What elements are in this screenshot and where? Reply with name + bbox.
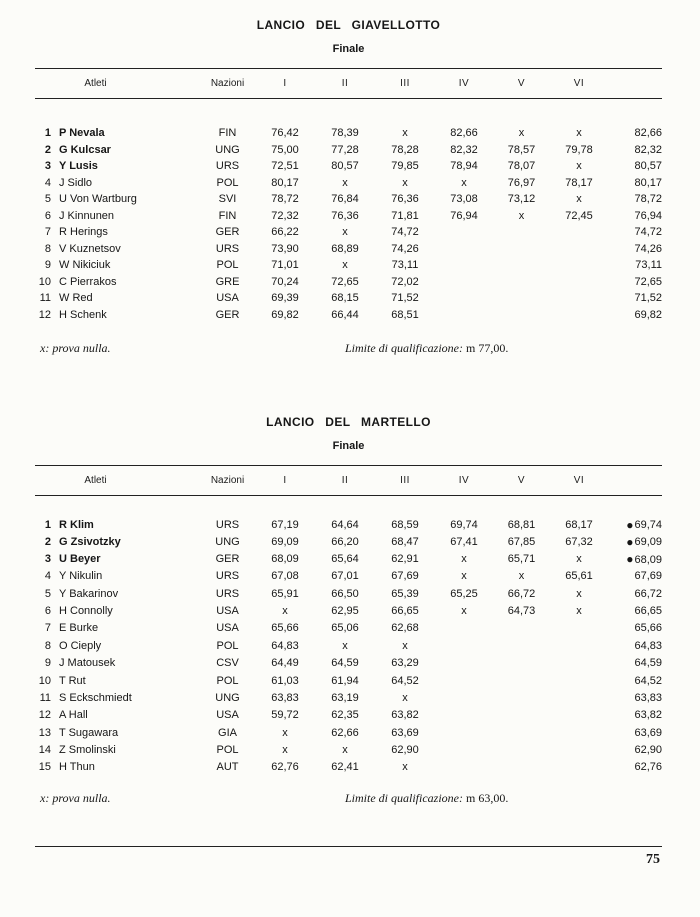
- attempt-6-cell: x: [576, 160, 582, 172]
- attempt-3-cell: 62,68: [391, 622, 419, 635]
- rank-cell: 3: [44, 160, 51, 172]
- best-result-cell: 63,82: [634, 709, 662, 722]
- qualification-value: m 63,00.: [466, 790, 509, 805]
- athlete-cell: T Rut: [59, 674, 86, 687]
- record-bullet-icon: ●: [626, 517, 634, 532]
- rank-cell: 3: [44, 553, 51, 566]
- athlete-cell: P Nevala: [59, 127, 105, 139]
- attempt-6-cell: 72,45: [565, 209, 593, 222]
- best-result-cell: 71,52: [634, 292, 662, 304]
- attempt-1-cell: 66,22: [271, 226, 299, 238]
- attempt-2-cell: 65,64: [331, 553, 359, 566]
- table-row: [35, 603, 662, 620]
- attempt-2-cell: 68,15: [331, 292, 359, 304]
- attempt-1-cell: x: [282, 726, 288, 739]
- attempt-1-cell: 59,72: [271, 709, 299, 722]
- athlete-cell: H Connolly: [59, 604, 113, 617]
- athlete-cell: J Sidlo: [59, 176, 93, 189]
- attempt-6-header: VI: [573, 475, 585, 486]
- rank-cell: 8: [44, 639, 51, 652]
- attempt-3-cell: x: [402, 127, 408, 139]
- nation-cell: URS: [215, 587, 240, 600]
- attempt-2-cell: 78,39: [331, 127, 359, 139]
- attempt-1-cell: x: [282, 604, 288, 617]
- athlete-cell: G Kulcsar: [59, 143, 111, 156]
- attempt-2-cell: 66,44: [331, 308, 359, 321]
- attempt-3-cell: x: [402, 639, 408, 652]
- attempt-2-cell: 66,20: [331, 535, 359, 548]
- athlete-cell: U Beyer: [59, 553, 101, 566]
- table-row: [35, 224, 662, 241]
- table-row: [35, 568, 662, 585]
- attempt-3-cell: 76,36: [391, 193, 419, 205]
- attempt-6-cell: 67,32: [565, 535, 593, 548]
- attempt-6-header: VI: [573, 78, 585, 89]
- attempt-1-cell: 78,72: [271, 193, 299, 205]
- best-result-cell: 80,17: [634, 176, 662, 189]
- best-result-cell: 72,65: [634, 275, 662, 288]
- attempt-6-cell: 65,61: [565, 570, 593, 583]
- best-result-cell: 62,90: [634, 744, 662, 757]
- nation-cell: SVI: [218, 193, 237, 205]
- athlete-cell: Z Smolinski: [59, 744, 116, 757]
- nation-cell: POL: [216, 639, 239, 652]
- attempt-3-cell: 66,65: [391, 604, 419, 617]
- attempt-1-cell: 69,82: [271, 308, 299, 321]
- attempt-3-cell: 67,69: [391, 570, 419, 583]
- attempt-4-cell: 82,32: [450, 143, 478, 156]
- attempt-4-cell: x: [461, 604, 467, 617]
- attempt-5-cell: 67,85: [507, 535, 536, 548]
- rank-cell: 7: [44, 622, 51, 635]
- attempt-3-cell: 71,52: [391, 292, 419, 304]
- attempt-5-cell: 65,71: [507, 553, 536, 566]
- best-result-cell: 69,82: [634, 308, 662, 321]
- rank-cell: 10: [38, 674, 51, 687]
- nation-cell: GER: [215, 308, 240, 321]
- table-row: [35, 516, 662, 533]
- attempt-1-cell: 61,03: [271, 674, 299, 687]
- nation-cell: GRE: [215, 275, 240, 288]
- qualification-label: Limite di qualificazione:: [345, 341, 463, 355]
- nation-cell: URS: [215, 518, 240, 531]
- nation-cell: POL: [216, 744, 239, 757]
- attempt-3-header: III: [400, 78, 410, 89]
- attempt-5-cell: 68,81: [507, 518, 536, 531]
- attempt-1-cell: x: [282, 744, 288, 757]
- best-result-cell: 78,72: [634, 193, 662, 205]
- attempt-4-cell: 76,94: [450, 209, 478, 222]
- attempt-5-cell: 73,12: [507, 193, 536, 205]
- attempt-2-header: II: [341, 475, 349, 486]
- table-row: [35, 673, 662, 690]
- qualification-note: [345, 791, 508, 806]
- attempt-1-cell: 73,90: [271, 242, 299, 255]
- table-header-row: [35, 466, 662, 495]
- best-result-cell: 74,72: [634, 226, 662, 238]
- attempt-1-cell: 76,42: [271, 127, 299, 139]
- athlete-cell: Y Nikulin: [59, 570, 103, 583]
- athlete-cell: C Pierrakos: [59, 275, 117, 288]
- best-result-cell: 67,69: [634, 570, 662, 583]
- qualification-label: Limite di qualificazione:: [345, 790, 463, 805]
- attempt-3-header: III: [400, 475, 410, 486]
- attempt-6-cell: 68,17: [565, 518, 593, 531]
- best-result-cell: 63,83: [634, 691, 662, 704]
- table-row: [35, 759, 662, 776]
- qualification-note: [345, 341, 508, 356]
- best-result-cell: 63,69: [634, 726, 662, 739]
- attempt-1-cell: 75,00: [271, 143, 299, 156]
- attempt-4-cell: x: [461, 553, 467, 566]
- attempt-1-cell: 68,09: [271, 553, 299, 566]
- nation-cell: URS: [215, 242, 240, 255]
- rank-cell: 2: [44, 535, 51, 548]
- attempt-2-cell: 77,28: [331, 143, 359, 156]
- athletes-header: Atleti: [84, 475, 107, 486]
- rank-cell: 15: [38, 761, 51, 774]
- best-result-cell: 64,59: [634, 657, 662, 670]
- best-result-cell: ●68,09: [626, 552, 662, 567]
- attempt-2-cell: x: [342, 744, 348, 757]
- athlete-cell: O Cieply: [59, 639, 102, 652]
- nation-cell: URS: [215, 570, 240, 583]
- footnote: x: prova nulla.: [40, 341, 111, 355]
- nation-cell: UNG: [215, 691, 240, 704]
- nation-cell: GIA: [218, 726, 237, 739]
- attempt-1-cell: 65,91: [271, 587, 299, 600]
- attempt-6-cell: x: [576, 553, 582, 566]
- nations-header: Nazioni: [210, 475, 245, 486]
- attempt-3-cell: 68,59: [391, 518, 419, 531]
- rank-cell: 10: [38, 275, 51, 288]
- best-result-cell: 66,65: [634, 604, 662, 617]
- attempt-3-cell: 79,85: [391, 160, 419, 172]
- table-subtitle: Finale: [332, 43, 365, 55]
- attempt-5-cell: 76,97: [507, 176, 536, 189]
- rank-cell: 5: [44, 193, 51, 205]
- qualification-value: m 77,00.: [466, 341, 509, 355]
- table-footer: [35, 341, 662, 355]
- attempt-3-cell: 73,11: [391, 259, 419, 271]
- attempt-3-cell: 62,90: [391, 744, 419, 757]
- nation-cell: GER: [215, 553, 240, 566]
- table-title: LANCIO DEL GIAVELLOTTO: [256, 18, 441, 32]
- table-row: [35, 158, 662, 175]
- table-row: [35, 690, 662, 707]
- attempt-2-header: II: [341, 78, 349, 89]
- attempt-3-cell: 74,72: [391, 226, 419, 238]
- attempt-3-cell: 74,26: [391, 242, 419, 255]
- table-row: [35, 257, 662, 274]
- best-result-cell: 74,26: [634, 242, 662, 255]
- attempt-3-cell: x: [402, 176, 408, 189]
- table-row: [35, 125, 662, 142]
- table-row: [35, 707, 662, 724]
- javelin-results-section: [35, 18, 662, 355]
- table-row: [35, 586, 662, 603]
- nation-cell: POL: [216, 176, 239, 189]
- attempt-1-cell: 64,83: [271, 639, 299, 652]
- attempt-2-cell: 66,50: [331, 587, 359, 600]
- table-row: [35, 290, 662, 307]
- rank-cell: 1: [44, 127, 51, 139]
- nation-cell: UNG: [215, 535, 240, 548]
- record-bullet-icon: ●: [626, 552, 634, 567]
- attempt-1-cell: 67,08: [271, 570, 299, 583]
- table-title: LANCIO DEL MARTELLO: [266, 415, 431, 429]
- best-result-cell: 73,11: [635, 259, 662, 271]
- athlete-cell: G Zsivotzky: [59, 535, 121, 548]
- table-header-row: [35, 69, 662, 98]
- record-bullet-icon: ●: [626, 534, 634, 549]
- table-row: [35, 725, 662, 742]
- nation-cell: FIN: [218, 209, 237, 222]
- attempt-6-cell: 79,78: [565, 143, 593, 156]
- athlete-cell: V Kuznetsov: [59, 242, 121, 255]
- attempt-5-header: V: [517, 475, 526, 486]
- attempt-2-cell: 64,59: [331, 657, 359, 670]
- horizontal-rule: [35, 98, 662, 99]
- athlete-cell: H Thun: [59, 761, 95, 774]
- table-row: [35, 274, 662, 291]
- best-result-cell: ●69,09: [626, 534, 662, 549]
- attempt-5-cell: x: [518, 570, 525, 583]
- attempt-2-cell: 67,01: [331, 570, 359, 583]
- athlete-cell: E Burke: [59, 622, 99, 635]
- hammer-results-section: [35, 415, 662, 805]
- rank-cell: 5: [44, 587, 51, 600]
- attempt-4-cell: 78,94: [450, 160, 478, 172]
- nation-cell: POL: [216, 259, 239, 271]
- rank-cell: 9: [44, 657, 51, 670]
- attempt-6-cell: 78,17: [565, 176, 593, 189]
- attempt-4-header: IV: [458, 475, 470, 486]
- attempt-5-cell: 78,07: [507, 160, 536, 172]
- table-row: [35, 175, 662, 192]
- athlete-cell: J Matousek: [59, 657, 116, 670]
- table-body: [35, 125, 662, 323]
- rank-cell: 4: [44, 176, 51, 189]
- best-result-cell: 62,76: [634, 761, 662, 774]
- best-result-cell: 65,66: [634, 622, 662, 635]
- nation-cell: AUT: [216, 761, 239, 774]
- athlete-cell: Y Lusis: [59, 160, 98, 172]
- table-body: [35, 516, 662, 777]
- horizontal-rule: [35, 495, 662, 496]
- attempt-2-cell: x: [342, 259, 348, 271]
- table-row: [35, 533, 662, 550]
- attempt-2-cell: 76,84: [331, 193, 359, 205]
- table-footer: [35, 791, 662, 805]
- table-row: [35, 307, 662, 324]
- attempt-3-cell: 68,51: [391, 308, 419, 321]
- attempt-4-cell: x: [461, 176, 467, 189]
- table-row: [35, 241, 662, 258]
- attempt-5-header: V: [517, 78, 526, 89]
- attempt-5-cell: 66,72: [507, 587, 536, 600]
- attempt-5-cell: 78,57: [507, 143, 536, 156]
- table-row: [35, 638, 662, 655]
- page-number: 75: [646, 851, 660, 867]
- attempt-3-cell: 68,47: [391, 535, 419, 548]
- rank-cell: 4: [44, 570, 51, 583]
- athlete-cell: U Von Wartburg: [59, 193, 137, 205]
- attempt-1-header: I: [283, 78, 287, 89]
- nation-cell: FIN: [218, 127, 237, 139]
- attempt-4-cell: 82,66: [450, 127, 478, 139]
- rank-cell: 14: [38, 744, 51, 757]
- athlete-cell: W Red: [59, 292, 93, 304]
- rank-cell: 1: [44, 518, 51, 531]
- attempt-5-cell: x: [518, 127, 525, 139]
- attempt-1-cell: 71,01: [271, 259, 299, 271]
- attempt-6-cell: x: [576, 604, 582, 617]
- attempt-1-cell: 70,24: [271, 275, 299, 288]
- nation-cell: USA: [216, 292, 239, 304]
- nation-cell: USA: [216, 622, 239, 635]
- rank-cell: 11: [39, 292, 51, 304]
- table-row: [35, 551, 662, 568]
- attempt-3-cell: 72,02: [391, 275, 419, 288]
- athlete-cell: J Kinnunen: [59, 209, 115, 222]
- nation-cell: GER: [215, 226, 240, 238]
- attempt-1-cell: 72,51: [271, 160, 299, 172]
- attempt-3-cell: 65,39: [391, 587, 419, 600]
- attempt-2-cell: 64,64: [331, 518, 359, 531]
- nation-cell: USA: [216, 604, 239, 617]
- nation-cell: POL: [216, 674, 239, 687]
- attempt-3-cell: 64,52: [391, 674, 419, 687]
- attempt-1-cell: 63,83: [271, 691, 299, 704]
- table-row: [35, 655, 662, 672]
- table-subtitle: Finale: [332, 440, 365, 452]
- attempt-1-cell: 80,17: [271, 176, 299, 189]
- attempt-1-cell: 69,09: [271, 535, 299, 548]
- nation-cell: UNG: [215, 143, 240, 156]
- table-row: [35, 742, 662, 759]
- best-result-cell: 76,94: [634, 209, 662, 222]
- attempt-3-cell: 71,81: [391, 209, 419, 222]
- attempt-6-cell: x: [576, 587, 582, 600]
- rank-cell: 6: [44, 604, 51, 617]
- athletes-header: Atleti: [84, 78, 107, 89]
- attempt-2-cell: 61,94: [331, 674, 359, 687]
- attempt-3-cell: 63,69: [391, 726, 419, 739]
- table-row: [35, 620, 662, 637]
- athlete-cell: A Hall: [59, 709, 88, 722]
- attempt-2-cell: 62,35: [331, 709, 359, 722]
- attempt-2-cell: 65,06: [331, 622, 359, 635]
- rank-cell: 9: [44, 259, 51, 271]
- attempt-1-cell: 65,66: [271, 622, 299, 635]
- best-result-cell: ●69,74: [626, 517, 662, 532]
- attempt-2-cell: x: [342, 639, 348, 652]
- attempt-4-cell: 67,41: [450, 535, 478, 548]
- attempt-3-cell: 62,91: [391, 553, 419, 566]
- attempt-2-cell: 63,19: [331, 691, 359, 704]
- attempt-1-cell: 69,39: [271, 292, 299, 304]
- attempt-2-cell: 72,65: [331, 275, 359, 288]
- nation-cell: URS: [215, 160, 240, 172]
- attempt-4-cell: 69,74: [450, 518, 478, 531]
- attempt-3-cell: 63,82: [391, 709, 419, 722]
- rank-cell: 11: [39, 691, 51, 704]
- athlete-cell: W Nikiciuk: [59, 259, 111, 271]
- athlete-cell: R Herings: [59, 226, 108, 238]
- nation-cell: USA: [216, 709, 239, 722]
- best-result-cell: 80,57: [634, 160, 662, 172]
- table-row: [35, 142, 662, 159]
- attempt-5-cell: 64,73: [507, 604, 536, 617]
- page-footer: [35, 846, 662, 868]
- attempt-2-cell: x: [342, 226, 348, 238]
- attempt-1-header: I: [283, 475, 287, 486]
- rank-cell: 13: [38, 726, 51, 739]
- athlete-cell: R Klim: [59, 518, 94, 531]
- athlete-cell: H Schenk: [59, 308, 107, 321]
- attempt-2-cell: 80,57: [331, 160, 359, 172]
- attempt-2-cell: 76,36: [331, 209, 359, 222]
- attempt-1-cell: 67,19: [271, 518, 299, 531]
- rank-cell: 2: [44, 143, 51, 156]
- attempt-4-cell: 65,25: [450, 587, 478, 600]
- nation-cell: CSV: [216, 657, 239, 670]
- rank-cell: 6: [44, 209, 51, 222]
- athlete-cell: S Eckschmiedt: [59, 691, 132, 704]
- rank-cell: 12: [38, 308, 51, 321]
- attempt-1-cell: 64,49: [271, 657, 299, 670]
- attempt-4-cell: x: [461, 570, 467, 583]
- attempt-2-cell: 62,66: [331, 726, 359, 739]
- attempt-6-cell: x: [576, 193, 582, 205]
- table-row: [35, 208, 662, 225]
- attempt-2-cell: 62,41: [331, 761, 359, 774]
- nations-header: Nazioni: [210, 78, 245, 89]
- attempt-2-cell: 62,95: [331, 604, 359, 617]
- best-result-cell: 82,66: [634, 127, 662, 139]
- attempt-2-cell: 68,89: [331, 242, 359, 255]
- attempt-3-cell: x: [402, 761, 408, 774]
- athlete-cell: T Sugawara: [59, 726, 119, 739]
- best-result-cell: 64,52: [634, 674, 662, 687]
- attempt-2-cell: x: [342, 176, 348, 189]
- rank-cell: 12: [38, 709, 51, 722]
- attempt-6-cell: x: [576, 127, 582, 139]
- page-content: [35, 0, 662, 868]
- best-result-cell: 64,83: [634, 639, 662, 652]
- table-row: [35, 191, 662, 208]
- attempt-3-cell: 63,29: [391, 657, 419, 670]
- attempt-4-header: IV: [458, 78, 470, 89]
- attempt-4-cell: 73,08: [450, 193, 478, 205]
- attempt-1-cell: 72,32: [271, 209, 299, 222]
- rank-cell: 7: [44, 226, 51, 238]
- attempt-1-cell: 62,76: [271, 761, 299, 774]
- athlete-cell: Y Bakarinov: [59, 587, 119, 600]
- footnote: x: prova nulla.: [40, 790, 111, 805]
- attempt-3-cell: 78,28: [391, 143, 419, 156]
- best-result-cell: 82,32: [634, 143, 662, 156]
- best-result-cell: 66,72: [634, 587, 662, 600]
- attempt-3-cell: x: [402, 691, 408, 704]
- rank-cell: 8: [44, 242, 51, 255]
- attempt-5-cell: x: [518, 209, 525, 222]
- horizontal-rule: [35, 846, 662, 847]
